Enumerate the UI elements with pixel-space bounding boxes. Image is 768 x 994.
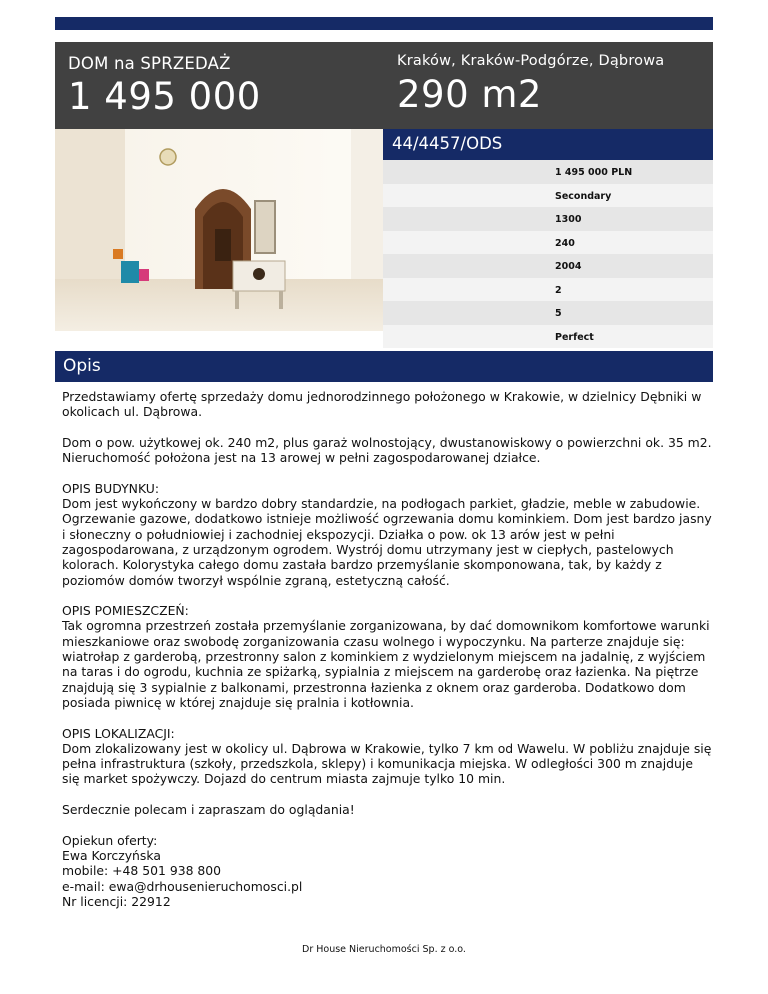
details-row [383,254,713,278]
detail-value: 2 [555,284,562,296]
listing-reference: 44/4457/ODS [392,134,503,153]
description-paragraph: OPIS LOKALIZACJI: Dom zlokalizowany jest w okolicy ul. Dąbrowa w Krakowie, tylko 7 km od Wawelu. W pobliżu znajduje się pełna infrastruktura (szkoły, przedszkola, sklepy) i komunikacja miejska. W odległości 300 m znajduje się market spożywczy. Dojazd do centrum miasta zajmuje tylko 10 min. [62,725,712,787]
description-paragraph: Dom o pow. użytkowej ok. 240 m2, plus garaż wolnostojący, dwustanowiskowy o powierzchni ok. 35 m2. Nieruchomość położona jest na 13 arowej w pełni zagospodarowanej działce. [62,434,712,466]
description-paragraph: Przedstawiamy ofertę sprzedaży domu jednorodzinnego położonego w Krakowie, w dzielnicy Dębniki w okolicach ul. Dąbrowa. [62,389,702,420]
details-table [383,160,713,348]
detail-value: 240 [555,237,575,249]
footer-company: Dr House Nieruchomości Sp. z o.o. [302,944,466,955]
agent-contact: Opiekun oferty: Ewa Korczyńska mobile: +48 501 938 800 e-mail: ewa@drhousenieruchomosci.pl Nr licencji: 22912 [62,832,303,909]
details-row [383,231,713,255]
listing-header [55,42,713,129]
description-paragraph: Serdecznie polecam i zapraszam do oglądania! [62,802,355,818]
description-paragraph: OPIS BUDYNKU: Dom jest wykończony w bardzo dobry standardzie, na podłogach parkiet, gładzie, meble w zabudowie. Ogrzewanie gazowe, dodatkowo istnieje możliwość ogrzewania domu kominkiem. Dom jest bardzo jasny i słoneczny o południowiej i zachodniej ekspozycji. Działka o pow. ok 13 arów jest w pełni zagospodarowana, z urządzonym ogrodem. Wystrój domu utrzymany jest w ciepłych, pastelowych kolorach. Kolorystyka całego domu zastała bardzo przemyślanie skomponowana, tak, by każdy z poziomów domów tworzył wspólnie zgraną, estetyczną całość. [62,480,712,588]
top-accent-bar [55,17,713,30]
detail-value: Perfect [555,331,594,343]
detail-value: 1 495 000 PLN [555,167,633,178]
details-row [383,278,713,302]
details-row [383,184,713,208]
description-body [62,389,712,924]
description-paragraph: OPIS POMIESZCZEŃ: Tak ogromna przestrzeń została przemyślanie zorganizowana, by dać domownikom komfortowe warunki mieszkaniowe oraz swobodę zorganizowania czasu wolnego i wypoczynku. Na parterze znajduje się: wiatrołap z garderobą, przestronny salon z kominkiem z wydzielonym miejscem na jadalnię, z wyjściem na taras i do ogrodu, kuchnia ze spiżarką, sypialnia z miejscem na garderobę oraz łazienka. Na piętrze znajdują się 3 sypialnie z balkonami, przestronna łazienka z oknem oraz garderoba. Dodatkowo dom posiada piwnicę w której znajduje się pralnia i kotłownia. [62,603,710,710]
details-row [383,301,713,325]
detail-value: Secondary [555,190,612,202]
property-type-label: DOM na SPRZEDAŻ [68,54,231,73]
area-headline: 290 m2 [397,73,542,116]
section-header-opis [55,351,713,382]
location-label: Kraków, Kraków-Podgórze, Dąbrowa [397,53,665,69]
detail-value: 1300 [555,214,582,225]
property-photo [55,129,383,331]
detail-value: 2004 [555,261,582,272]
price-headline: 1 495 000 [68,75,261,118]
details-row [383,207,713,231]
details-row [383,160,713,184]
section-title: Opis [63,356,101,376]
details-row [383,325,713,349]
listing-reference-bar [383,129,713,160]
detail-value: 5 [555,308,562,319]
